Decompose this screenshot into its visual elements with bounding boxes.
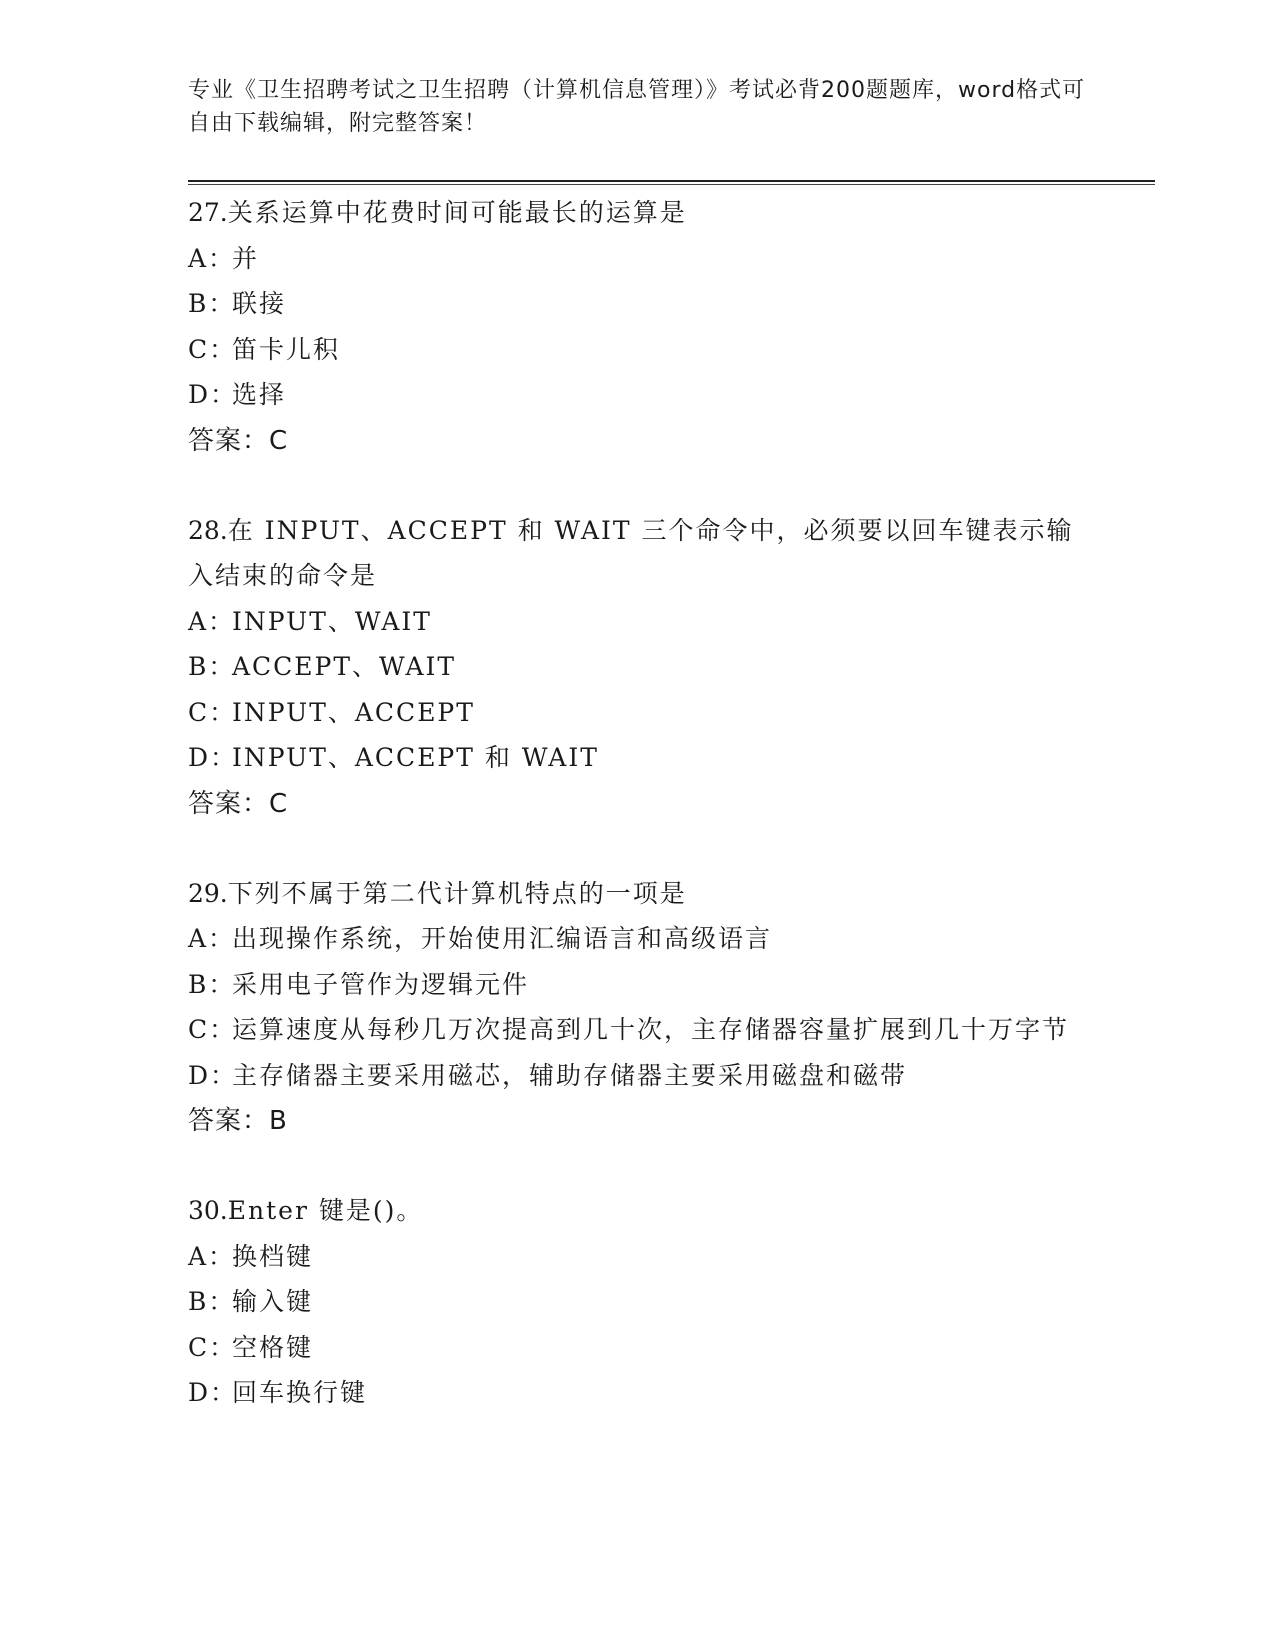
option-text: 出现操作系统，开始使用汇编语言和高级语言	[232, 924, 773, 953]
option-text: INPUT、ACCEPT 和 WAIT	[232, 743, 599, 772]
option-a	[188, 916, 1088, 962]
option-b	[188, 281, 1088, 327]
question-29	[188, 871, 1088, 1145]
option-letter: A：	[188, 243, 236, 273]
option-a	[188, 599, 1088, 645]
question-number: 30.	[188, 1196, 228, 1225]
header-divider-thin	[188, 184, 1155, 185]
answer-line: 答案：B	[188, 1106, 288, 1136]
answer-line: 答案：C	[188, 788, 289, 819]
question-text: 关系运算中花费时间可能最长的运算是	[227, 198, 687, 227]
header-divider-thick	[188, 180, 1155, 182]
option-b	[188, 1279, 1088, 1325]
option-c	[188, 1325, 1088, 1371]
option-letter: B：	[188, 1287, 236, 1316]
question-text: Enter 键是()。	[227, 1196, 424, 1225]
option-letter: D：	[188, 743, 238, 772]
option-b	[188, 644, 1088, 690]
question-number: 28.	[188, 515, 228, 545]
option-a	[188, 1234, 1088, 1280]
question-list	[188, 190, 1088, 1460]
question-stem	[188, 508, 1088, 599]
option-text: INPUT、WAIT	[232, 606, 432, 636]
question-28	[188, 508, 1088, 827]
option-c	[188, 1007, 1088, 1053]
option-c	[188, 327, 1088, 373]
question-text: 下列不属于第二代计算机特点的一项是	[227, 878, 687, 908]
option-letter: A：	[188, 924, 236, 953]
question-30	[188, 1188, 1088, 1416]
option-letter: A：	[188, 1241, 236, 1271]
option-text: 选择	[232, 380, 287, 409]
option-text: ACCEPT、WAIT	[232, 652, 457, 681]
option-letter: C：	[188, 697, 237, 727]
option-text: 采用电子管作为逻辑元件	[232, 969, 530, 999]
option-text: 联接	[232, 289, 287, 318]
option-text: 输入键	[232, 1287, 314, 1316]
option-letter: A：	[188, 606, 236, 636]
option-letter: C：	[188, 1015, 237, 1044]
option-text: 换档键	[232, 1241, 314, 1271]
option-text: 空格键	[232, 1332, 314, 1362]
option-d	[188, 1053, 1088, 1099]
question-27	[188, 190, 1088, 464]
option-d	[188, 372, 1088, 418]
option-text: INPUT、ACCEPT	[232, 697, 475, 727]
option-letter: D：	[188, 1378, 238, 1407]
question-text: 在 INPUT、ACCEPT 和 WAIT 三个命令中，必须要以回车键表示输入结束的命令是	[188, 515, 1074, 590]
option-text: 运算速度从每秒几万次提高到几十次，主存储器容量扩展到几十万字节	[232, 1015, 1070, 1044]
document-intro: 专业《卫生招聘考试之卫生招聘（计算机信息管理）》考试必背200题题库，word格式可自由下载编辑，附完整答案！	[188, 78, 1086, 136]
question-number: 27.	[188, 198, 228, 227]
option-d	[188, 735, 1088, 781]
question-stem	[188, 871, 1088, 917]
option-letter: C：	[188, 334, 237, 364]
option-letter: D：	[188, 1060, 238, 1090]
option-text: 并	[232, 243, 260, 273]
option-letter: B：	[188, 652, 236, 681]
question-stem	[188, 190, 1088, 236]
question-number: 29.	[188, 878, 228, 908]
option-letter: D：	[188, 380, 238, 409]
option-text: 笛卡儿积	[232, 334, 341, 364]
option-text: 回车换行键	[232, 1378, 368, 1407]
option-text: 主存储器主要采用磁芯，辅助存储器主要采用磁盘和磁带	[232, 1060, 908, 1090]
answer-line: 答案：C	[188, 425, 289, 456]
option-c	[188, 690, 1088, 736]
option-b	[188, 962, 1088, 1008]
option-letter: B：	[188, 289, 236, 318]
option-d	[188, 1370, 1088, 1416]
option-letter: B：	[188, 969, 236, 999]
question-stem	[188, 1188, 1088, 1234]
option-letter: C：	[188, 1332, 237, 1362]
option-a	[188, 236, 1088, 282]
